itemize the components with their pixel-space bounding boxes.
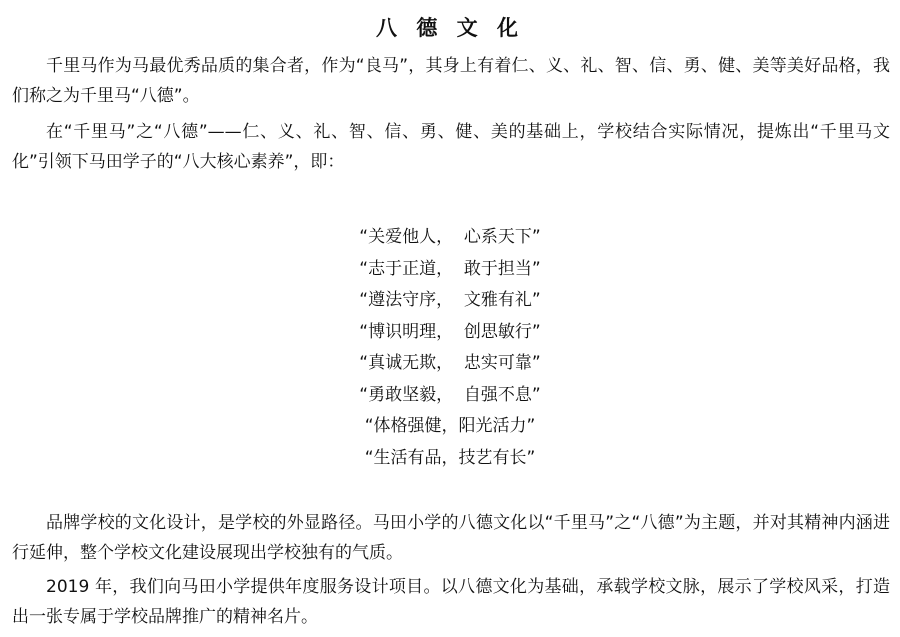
core-value-item: “生活有品，技艺有长”	[364, 447, 536, 468]
core-value-item: “关爱他人， 心系天下”	[359, 227, 541, 247]
page-title: 八 德 文 化	[376, 16, 524, 40]
core-value-item: “博识明理， 创思敏行”	[359, 321, 541, 342]
basis-paragraph: 在“千里马”之“八德”——仁、义、礼、智、信、勇、健、美的基础上，学校结合实际情况，提炼出“千里马文化”引领下马田学子的“八大核心素养”，即：	[12, 122, 890, 172]
brand-paragraph: 品牌学校的文化设计，是学校的外显路径。马田小学的八德文化以“千里马”之“八德”为主题，并对其精神内涵进行延伸，整个学校文化建设展现出学校独有的气质。	[12, 513, 890, 563]
core-value-item: “志于正道， 敢于担当”	[359, 258, 541, 279]
project-paragraph: 2019 年，我们向马田小学提供年度服务设计项目。以八德文化为基础，承载学校文脉，展示了学校风采，打造出一张专属于学校品牌推广的精神名片。	[12, 577, 890, 627]
core-value-item: “体格强健，阳光活力”	[364, 416, 536, 436]
intro-paragraph: 千里马作为马最优秀品质的集合者，作为“良马”，其身上有着仁、义、礼、智、信、勇、健、美等美好品格，我们称之为千里马“八德”。	[12, 56, 890, 106]
core-values-list	[0, 222, 900, 474]
core-value-item: “真诚无欺， 忠实可靠”	[359, 353, 541, 373]
core-value-item: “遵法守序， 文雅有礼”	[359, 290, 541, 310]
core-value-item: “勇敢坚毅， 自强不息”	[359, 384, 541, 405]
